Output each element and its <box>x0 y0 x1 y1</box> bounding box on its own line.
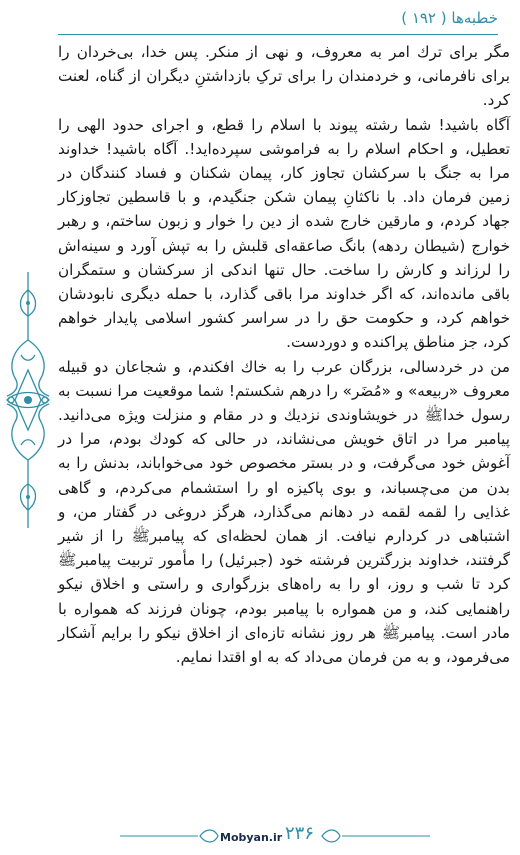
body-text <box>58 40 510 669</box>
paragraph: آگاه باشید! شما رشته پیوند با اسلام را قطع، و اجرای حدود الهی را تعطیل، و احکام اسلام را به فراموشی سپرده‌اید!. آگاه باشید! خداوند مرا به جنگ با سرکشان تجاوز کار، پیمان شکنان و فساد کنندگان در زمین فرمان داد. با ناکثانِ پیمان شکن جنگیدم، و با قاسطین تجاوزکار جهاد کردم، و مارقین خارج شده از دین را خوار و زبون ساختم، و رهبر خوارج (شیطان ردهه) بانگ صاعقه‌ای قلبش را به تپش آورد و سینه‌اش را لرزاند و کارش را ساخت. حال تنها اندکی از سرکشان و ستمگران باقی مانده‌اند، که اگر خداوند مرا باقی گذارد، با حمله دیگری نابودشان خواهم کرد، و حکومت حق را در سراسر کشور اسلامی پایدار خواهم کرد، جز مناطق پراکنده و دوردست. <box>58 115 510 352</box>
page-header <box>0 0 520 36</box>
page-number: ۲۳۶ <box>285 823 315 844</box>
page-footer <box>0 819 520 855</box>
site-watermark: Mobyan.ir <box>220 831 283 844</box>
paragraph: من در خردسالی، بزرگان عرب را به خاك افکندم، و شجاعان دو قبیله معروف «ربیعه» و «مُضَر» را درهم شکستم! شما موقعیت مرا نسبت به رسول خداﷺ در خویشاوندی نزدیك و در مقام و منزلت ویژه می‌دانید. پیامبر مرا در اتاق خویش می‌نشاند، در حالی که کودك بودم، مرا در آغوش خود می‌گرفت، و در بستر مخصوص خود می‌خواباند، بدنش را به بدن من می‌چسباند، و بوی پاکیزه او را استشمام می‌کردم، و گاهی غذایی را لقمه لقمه در دهانم می‌گذارد، هرگز دروغی در گفتار من، و اشتباهی در کردارم نیافت. از همان لحظه‌ای که پیامبرﷺ را از شیر گرفتند، خداوند بزرگترین فرشته خود (جبرئیل) را مأمور تربیت پیامبرﷺ کرد تا شب و روز، او را به راه‌های بزرگواری و راستی و اخلاق نیکو راهنمایی کند، و من همواره با پیامبر بودم، چونان فرزند که همواره با مادر است. پیامبرﷺ هر روز نشانه تازه‌ای از اخلاق نیکو را برایم آشکار می‌فرمود، و به من فرمان می‌داد که به او اقتدا نمایم. <box>58 357 510 667</box>
footer-left-ornament-icon <box>120 825 220 847</box>
paragraph: مگر برای ترك امر به معروف، و نهی از منكر. پس خدا، بی‌خردان را برای نافرمانی، و خردمندان را برای ترکِ بازداشتنِ دیگران از گناه، لعنت کرد. <box>58 43 510 110</box>
margin-ornament-icon <box>3 270 53 530</box>
footer-right-ornament-icon <box>320 825 430 847</box>
header-title: خطبه‌ها ( ۱۹۲ ) <box>401 9 498 27</box>
header-rule <box>58 34 498 35</box>
